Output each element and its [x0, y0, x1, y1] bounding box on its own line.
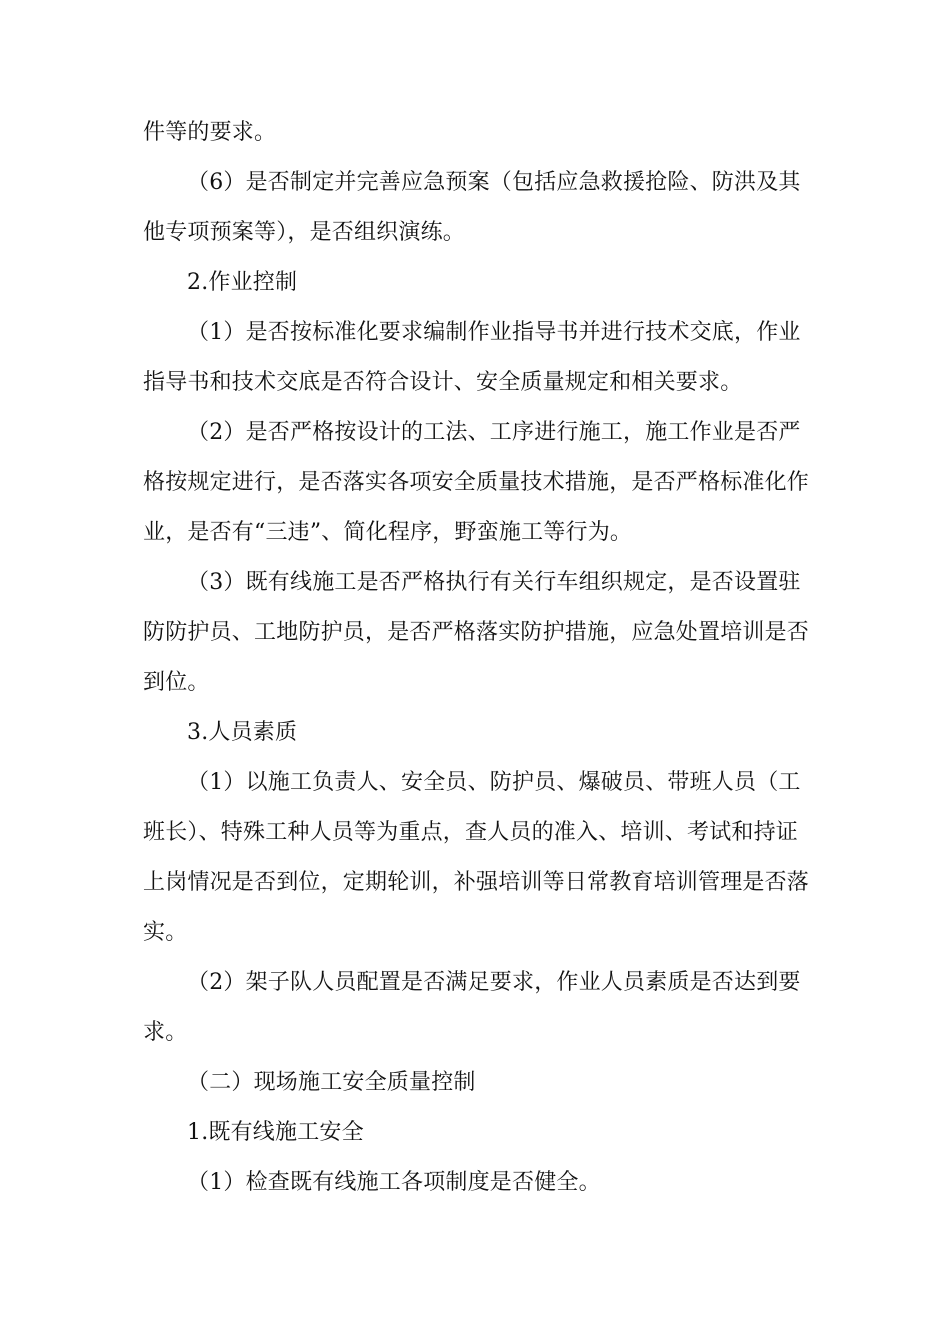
- paragraph-item-1: （1）是否按标准化要求编制作业指导书并进行技术交底，作业: [187, 320, 801, 345]
- section-heading-existing-line-safety: 1.既有线施工安全: [187, 1120, 364, 1145]
- paragraph-item-6: （6）是否制定并完善应急预案（包括应急救援抢险、防洪及其: [187, 170, 801, 195]
- text-line: 班长）、特殊工种人员等为重点，查人员的准入、培训、考试和持证: [143, 820, 799, 845]
- section-heading-operation-control: 2.作业控制: [187, 270, 298, 295]
- paragraph-item-1: （1）以施工负责人、安全员、防护员、爆破员、带班人员（工: [187, 770, 801, 795]
- text-line: 防防护员、工地防护员，是否严格落实防护措施，应急处置培训是否: [143, 620, 810, 645]
- paragraph-item-2: （2）架子队人员配置是否满足要求，作业人员素质是否达到要: [187, 970, 801, 995]
- paragraph-item-2: （2）是否严格按设计的工法、工序进行施工，施工作业是否严: [187, 420, 801, 445]
- document-body: [143, 108, 810, 1208]
- text-line: 件等的要求。: [143, 120, 277, 145]
- text-line: 求。: [143, 1020, 188, 1045]
- paragraph-item-3: （3）既有线施工是否严格执行有关行车组织规定，是否设置驻: [187, 570, 801, 595]
- section-heading-site-safety-control: （二）现场施工安全质量控制: [187, 1070, 476, 1095]
- text-line: 他专项预案等），是否组织演练。: [143, 220, 466, 245]
- section-heading-personnel-quality: 3.人员素质: [187, 720, 298, 745]
- text-line: 业，是否有“三违”、简化程序，野蛮施工等行为。: [143, 520, 633, 545]
- text-line: 上岗情况是否到位，定期轮训，补强培训等日常教育培训管理是否落: [143, 870, 810, 895]
- text-line: 到位。: [143, 670, 210, 695]
- text-line: 格按规定进行，是否落实各项安全质量技术措施，是否严格标准化作: [143, 470, 810, 495]
- text-line: 实。: [143, 920, 188, 945]
- text-line: 指导书和技术交底是否符合设计、安全质量规定和相关要求。: [143, 370, 743, 395]
- paragraph-item-1: （1）检查既有线施工各项制度是否健全。: [187, 1170, 601, 1195]
